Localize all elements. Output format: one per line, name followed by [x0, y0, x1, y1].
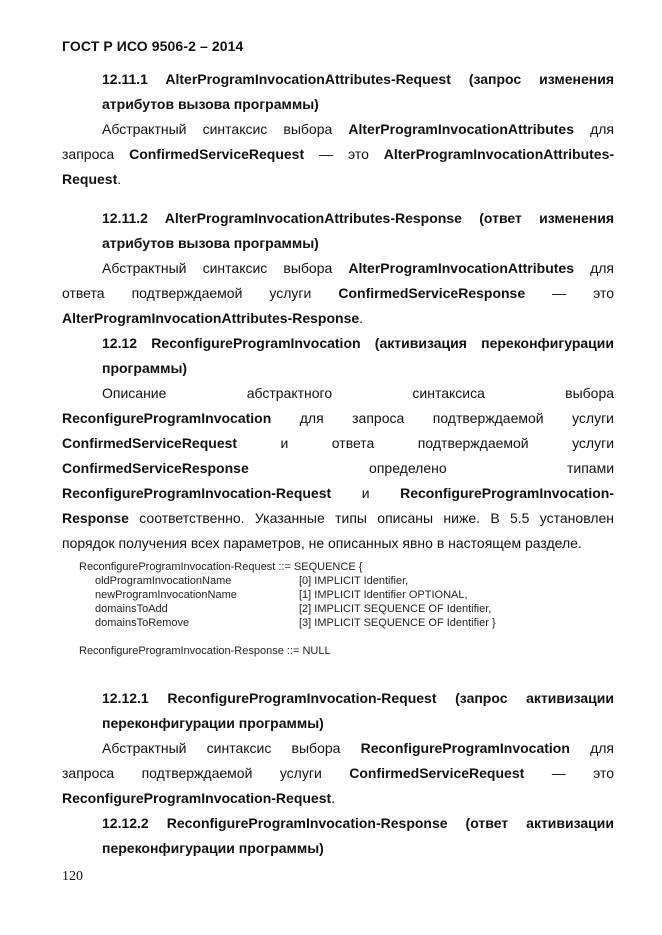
- paragraph-line: ReconfigureProgramInvocation для запроса подтверждаемой услуги: [62, 410, 615, 426]
- section-heading: 12.11.2 AlterProgramInvocationAttributes-Response (ответ изменения: [102, 210, 614, 226]
- section-heading: 12.12.2 ReconfigureProgramInvocation-Response (ответ активизации: [102, 815, 614, 831]
- paragraph-line: AlterProgramInvocationAttributes-Response.: [62, 310, 364, 326]
- section-heading: 12.12.1 ReconfigureProgramInvocation-Request (запрос активизации: [102, 690, 614, 706]
- section-heading-cont: атрибутов вызова программы): [102, 96, 319, 112]
- paragraph-line: ConfirmedServiceResponse определено типами: [62, 460, 615, 476]
- paragraph-line: ReconfigureProgramInvocation-Request и ReconfigureProgramInvocation-: [62, 485, 614, 501]
- code-type: [2] IMPLICIT SEQUENCE OF Identifier,: [299, 603, 492, 615]
- page-number: 120: [62, 869, 83, 884]
- code-line: ReconfigureProgramInvocation-Response ::= NULL: [79, 645, 331, 657]
- code-type: [0] IMPLICIT Identifier,: [299, 575, 409, 587]
- section-heading-cont: программы): [102, 360, 188, 376]
- paragraph-line: Абстрактный синтаксис выбора AlterProgramInvocationAttributes для: [102, 121, 615, 137]
- code-field: domainsToAdd: [95, 603, 168, 615]
- section-heading: 12.12 ReconfigureProgramInvocation (активизация переконфигурации: [102, 335, 614, 351]
- paragraph-line: ReconfigureProgramInvocation-Request.: [62, 790, 336, 806]
- section-heading-cont: переконфигурации программы): [102, 840, 324, 856]
- paragraph-line: Абстрактный синтаксис выбора AlterProgramInvocationAttributes для: [102, 260, 615, 276]
- paragraph-line: Response соответственно. Указанные типы описаны ниже. В 5.5 установлен: [62, 510, 615, 526]
- paragraph-line: Описание абстрактного синтаксиса выбора: [102, 385, 615, 401]
- code-type: [1] IMPLICIT Identifier OPTIONAL,: [299, 589, 468, 601]
- section-heading: 12.11.1 AlterProgramInvocationAttributes-Request (запрос изменения: [102, 71, 614, 87]
- code-field: oldProgramInvocationName: [95, 575, 232, 587]
- code-type: [3] IMPLICIT SEQUENCE OF Identifier }: [299, 617, 496, 629]
- section-heading-cont: переконфигурации программы): [102, 715, 324, 731]
- paragraph-line: ответа подтверждаемой услуги ConfirmedServiceResponse — это: [62, 285, 615, 301]
- section-heading-cont: атрибутов вызова программы): [102, 235, 319, 251]
- paragraph-line: ConfirmedServiceRequest и ответа подтверждаемой услуги: [62, 435, 615, 451]
- document-header: ГОСТ Р ИСО 9506-2 – 2014: [62, 38, 244, 54]
- paragraph-line: запроса подтверждаемой услуги ConfirmedServiceRequest — это: [62, 765, 615, 781]
- paragraph-line: порядок получения всех параметров, не описанных явно в настоящем разделе.: [62, 535, 582, 551]
- paragraph-line: Абстрактный синтаксис выбора ReconfigureProgramInvocation для: [102, 740, 614, 756]
- paragraph-line: Request.: [62, 171, 122, 187]
- code-line: ReconfigureProgramInvocation-Request ::= SEQUENCE {: [79, 561, 363, 573]
- code-field: domainsToRemove: [95, 617, 190, 629]
- paragraph-line: запроса ConfirmedServiceRequest — это AlterProgramInvocationAttributes-: [62, 146, 615, 162]
- code-field: newProgramInvocationName: [95, 589, 237, 601]
